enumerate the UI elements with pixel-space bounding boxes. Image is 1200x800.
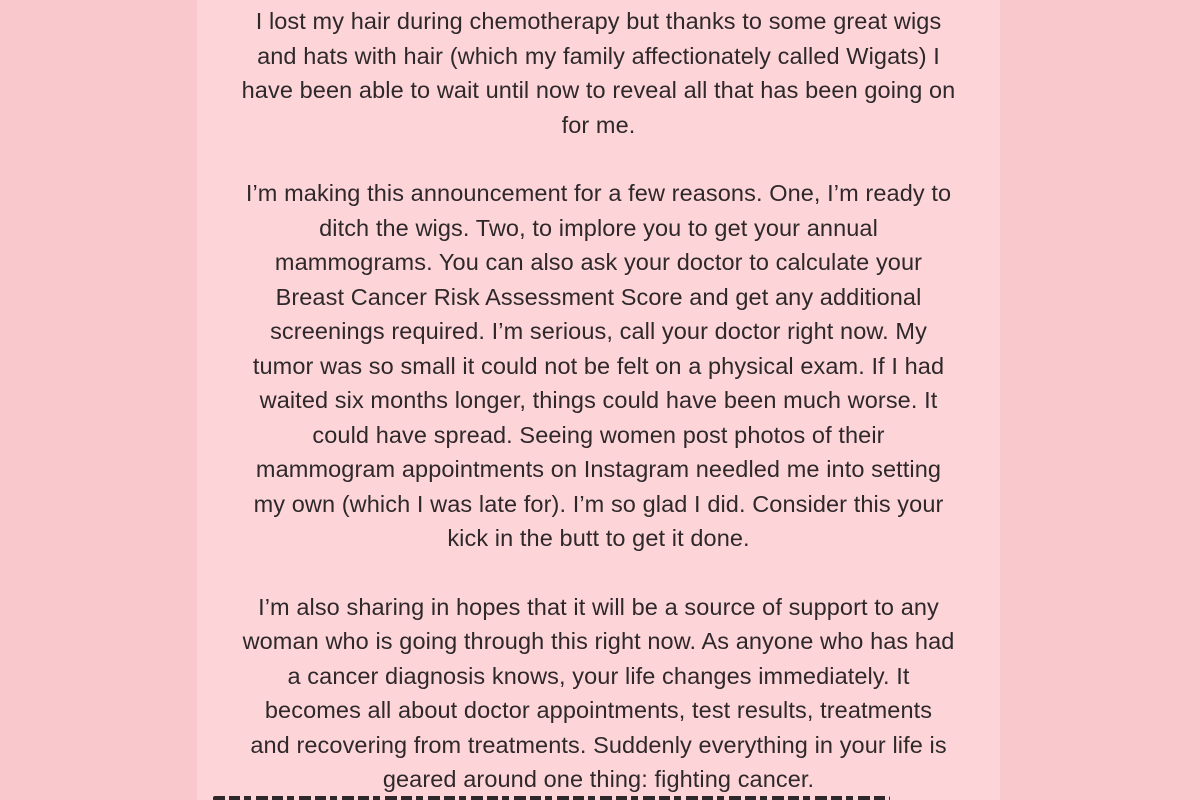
text-line: kick in the butt to get it done. bbox=[447, 525, 750, 551]
text-line: I’m making this announcement for a few reasons. One, I’m ready to bbox=[245, 180, 952, 206]
text-line: I’m also sharing in hopes that it will be a source of support to any bbox=[258, 593, 939, 620]
post-text-panel bbox=[197, 0, 1000, 800]
text-line: and recovering from treatments. Suddenly everything in your life is bbox=[250, 731, 947, 758]
paragraph-announcement-reasons bbox=[197, 176, 1000, 556]
paragraph-intro bbox=[197, 4, 1000, 142]
text-line: could have spread. Seeing women post photos of their bbox=[312, 421, 885, 448]
text-line: for me. bbox=[561, 111, 636, 138]
text-line: waited six months longer, things could have been much worse. It bbox=[259, 387, 938, 413]
text-line: Breast Cancer Risk Assessment Score and get any additional bbox=[275, 283, 922, 310]
paragraph-support bbox=[197, 590, 1000, 797]
clipped-next-text-line bbox=[213, 796, 890, 800]
text-line: tumor was so small it could not be felt on a physical exam. If I had bbox=[252, 352, 945, 379]
text-line: ditch the wigs. Two, to implore you to get your annual bbox=[319, 214, 878, 241]
text-line: woman who is going through this right now. As anyone who has had bbox=[242, 628, 955, 654]
text-line: becomes all about doctor appointments, test results, treatments bbox=[264, 697, 933, 723]
text-line: mammogram appointments on Instagram needled me into setting bbox=[255, 456, 942, 482]
text-line: and hats with hair (which my family affectionately called Wigats) I bbox=[257, 42, 940, 69]
post-text bbox=[197, 4, 1000, 797]
text-line: my own (which I was late for). I’m so glad I did. Consider this your bbox=[253, 490, 944, 517]
text-line: mammograms. You can also ask your doctor to calculate your bbox=[274, 249, 923, 275]
text-line: I lost my hair during chemotherapy but thanks to some great wigs bbox=[255, 8, 942, 34]
text-line: screenings required. I’m serious, call your doctor right now. My bbox=[270, 318, 927, 344]
text-line: have been able to wait until now to reveal all that has been going on bbox=[241, 77, 956, 103]
text-line: a cancer diagnosis knows, your life changes immediately. It bbox=[287, 662, 910, 689]
text-line: geared around one thing: fighting cancer. bbox=[382, 766, 815, 792]
